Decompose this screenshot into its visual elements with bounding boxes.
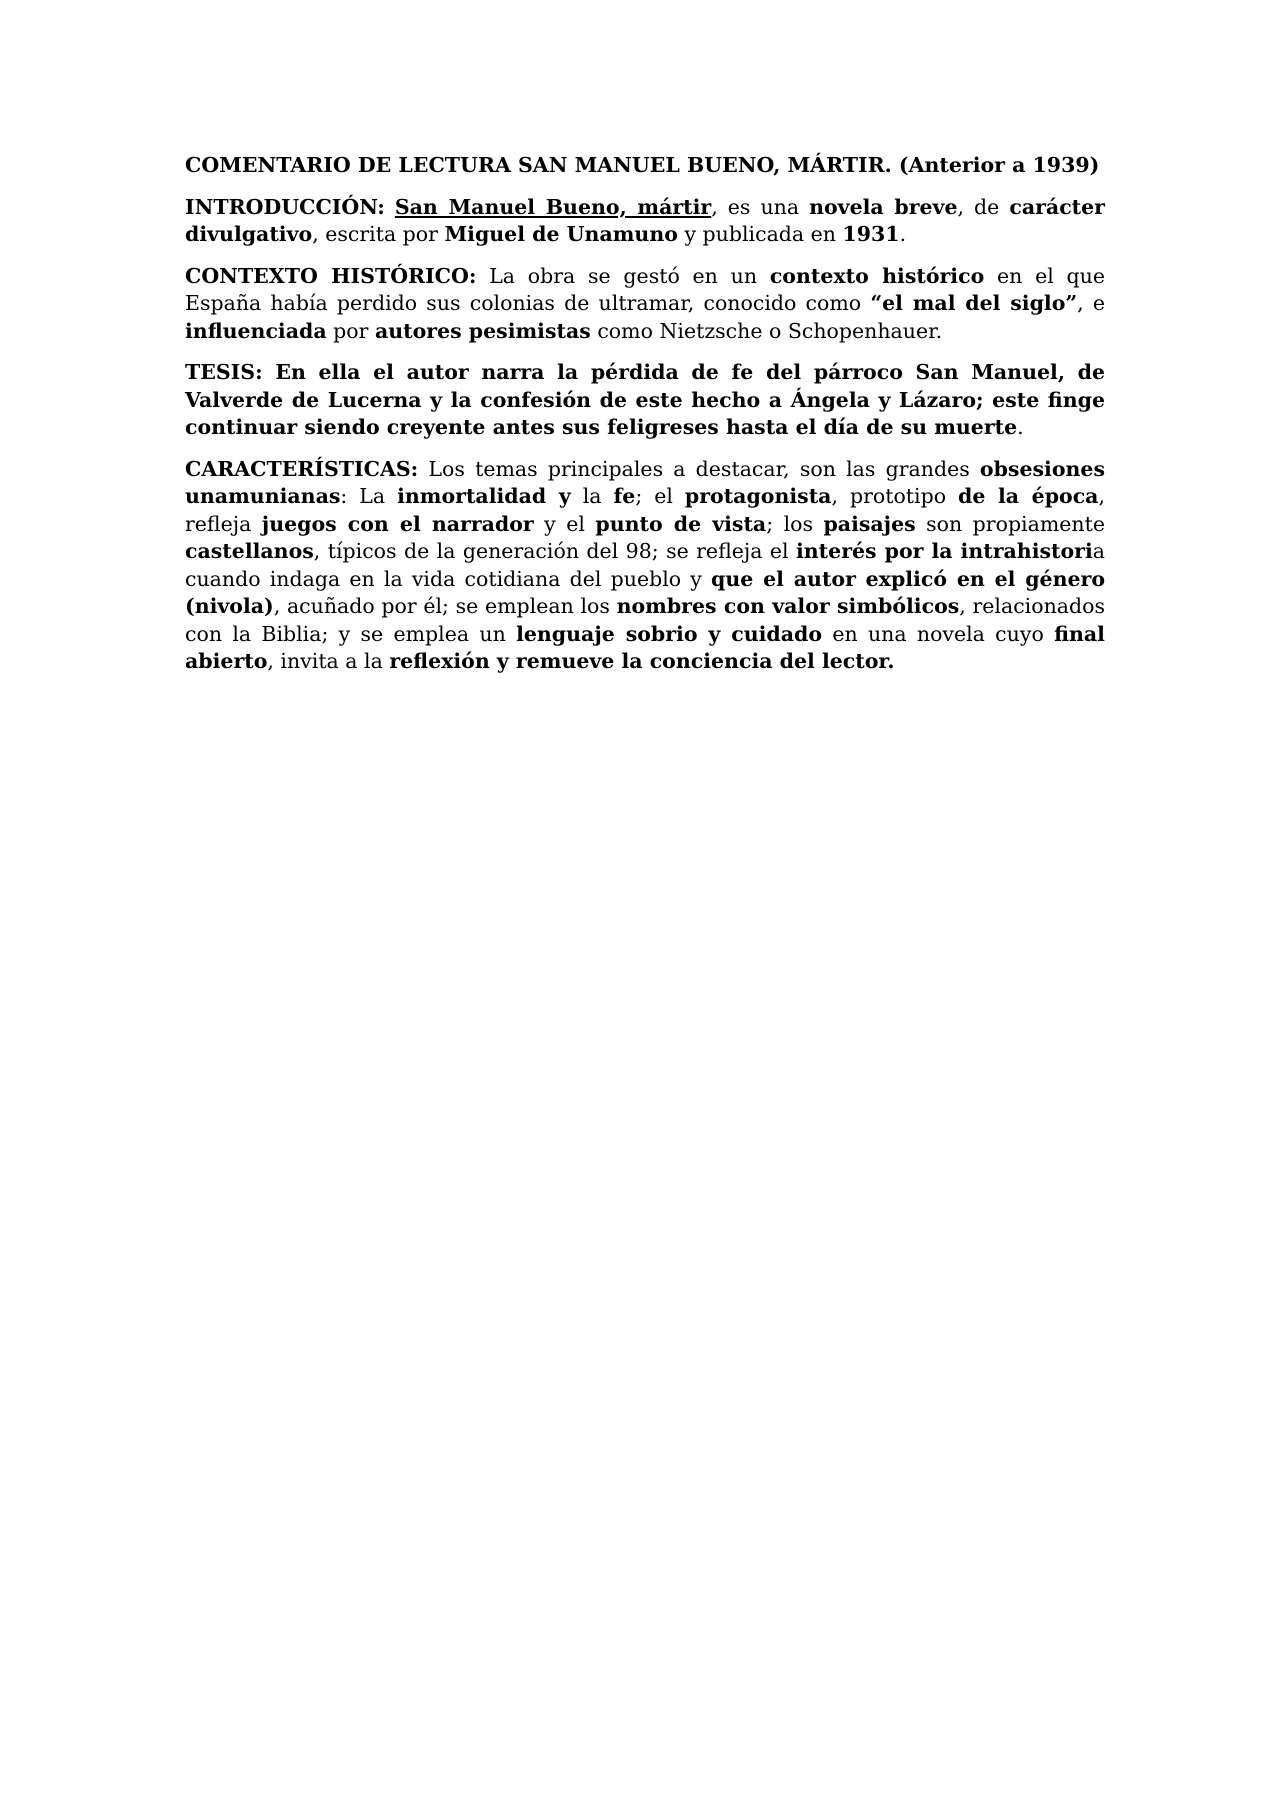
features-text-13: , relacionados con la Biblia; y se emplea un [185, 594, 1105, 646]
intro-text-5: . [899, 222, 907, 246]
intro-text-3: , escrita por [312, 222, 445, 246]
context-bold-1: contexto histórico [769, 263, 985, 288]
features-bold-14: final abierto [185, 621, 1105, 673]
features-bold-11: que el autor explicó en el género (nivola) [185, 566, 1105, 618]
features-text-8: ; los [766, 511, 824, 536]
thesis-paragraph [185, 359, 1105, 442]
features-bold-8: paisajes [823, 511, 916, 536]
features-bold-5: de la época [958, 484, 1099, 508]
intro-text-1: , es una [711, 194, 810, 219]
thesis-text-1: . [1017, 415, 1024, 439]
features-text-5: , prototipo [831, 484, 959, 508]
intro-bold-2: carácter divulgativo [185, 194, 1105, 246]
context-text-2: en el que España había perdido sus colonias de ultramar, conocido como [185, 263, 1105, 315]
features-text-3: la [570, 484, 614, 508]
intro-text-2: , de [957, 194, 1010, 219]
features-bold-6: juegos con el narrador [261, 511, 534, 536]
intro-text-4: y publicada en [677, 222, 843, 246]
features-paragraph [185, 456, 1105, 676]
introduction-paragraph [185, 194, 1105, 249]
context-paragraph [185, 263, 1105, 346]
thesis-label: TESIS: [185, 360, 263, 384]
features-bold-3: fe [613, 484, 636, 508]
features-bold-10: interés por la intrahistori [795, 539, 1093, 563]
context-bold-3: influenciada [185, 318, 327, 343]
features-bold-2: inmortalidad y [397, 484, 571, 508]
features-text-14: en una novela cuyo [822, 621, 1055, 646]
features-text-7: y el [533, 511, 596, 536]
features-bold-15: reflexión y remueve la conciencia del lector. [389, 649, 895, 673]
features-text-10: , típicos de la generación del 98; se refleja el [313, 539, 796, 563]
features-bold-4: protagonista [684, 484, 832, 508]
document-body [185, 152, 1105, 690]
features-text-9: son propiamente [915, 511, 1105, 536]
features-bold-7: punto de vista [595, 511, 767, 536]
features-text-4: ; el [635, 484, 685, 508]
context-text-5: como Nietzsche o Schopenhauer. [590, 318, 943, 343]
features-bold-13: lenguaje sobrio y cuidado [516, 621, 823, 646]
context-text-3: , e [1077, 291, 1105, 315]
context-bold-4: autores pesimistas [374, 318, 591, 343]
context-text-4: por [326, 318, 375, 343]
intro-bold-1: novela breve [809, 194, 958, 219]
context-bold-2: “el mal del siglo” [870, 291, 1078, 315]
context-label: CONTEXTO HISTÓRICO: [185, 263, 477, 288]
features-bold-1: obsesiones unamunianas [185, 456, 1105, 508]
intro-year: 1931 [842, 222, 900, 246]
features-bold-9: castellanos [185, 539, 314, 563]
features-bold-12: nombres con valor simbólicos [616, 594, 960, 618]
intro-author: Miguel de Unamuno [444, 222, 678, 246]
features-text-6: , refleja [185, 484, 1105, 536]
work-title: San Manuel Bueno, mártir [394, 194, 712, 219]
title-text: COMENTARIO DE LECTURA SAN MANUEL BUENO, MÁRTIR. (Anterior a 1939) [185, 153, 1100, 177]
features-text-1: Los temas principales a destacar, son las grandes [418, 456, 980, 481]
features-text-2: : La [340, 484, 398, 508]
introduction-label: INTRODUCCIÓN: [185, 194, 385, 219]
features-text-11: a cuando indaga en la vida cotidiana del pueblo y [185, 539, 1106, 591]
context-text-1: La obra se gestó en un [476, 263, 770, 288]
document-title [185, 152, 1105, 180]
features-text-12: , acuñado por él; se emplean los [273, 594, 617, 618]
thesis-bold-1: En ella el autor narra la pérdida de fe del párroco San Manuel, de Valverde de Lucerna y la confesión de este hecho a Ángela y Lázaro; este finge continuar siendo creyente antes sus feligreses hasta el día de su muerte [185, 360, 1105, 439]
features-text-15: , invita a la [267, 649, 390, 673]
features-label: CARACTERÍSTICAS: [185, 456, 419, 481]
